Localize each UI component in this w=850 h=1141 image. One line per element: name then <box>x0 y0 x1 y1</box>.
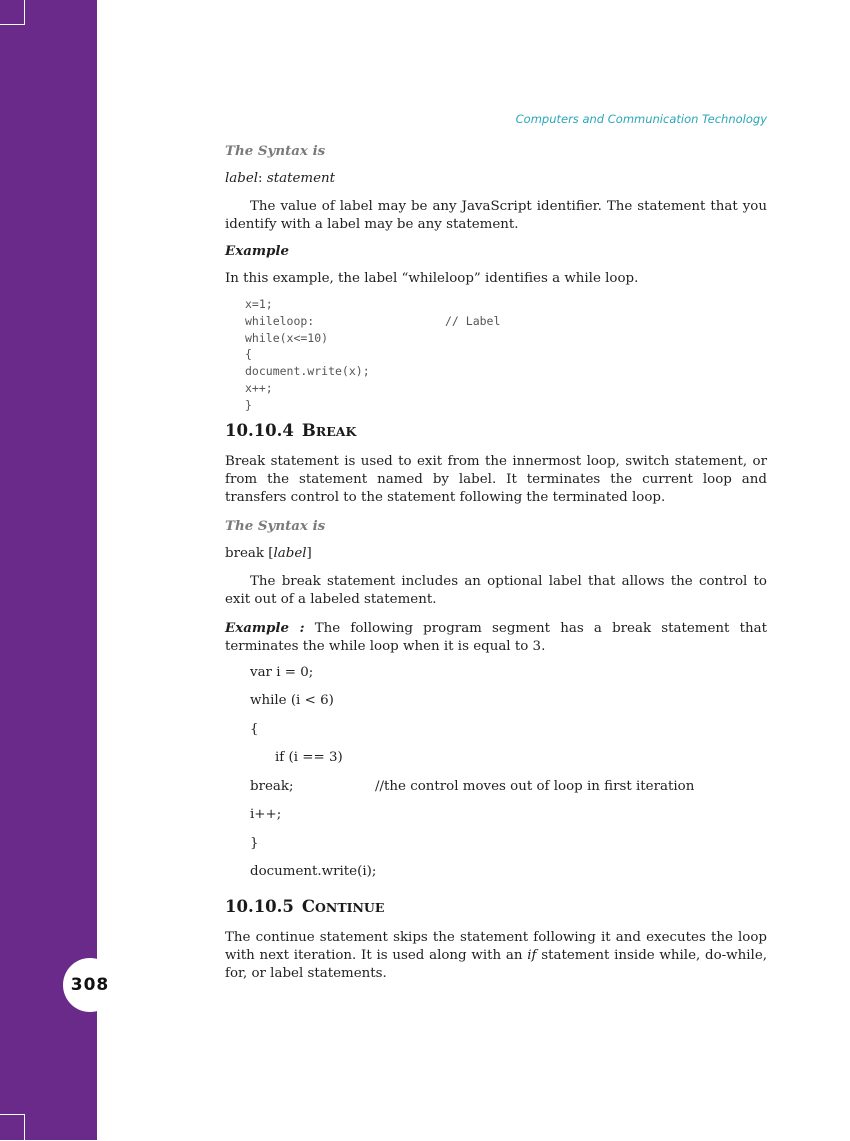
syntax-suffix: ] <box>306 545 312 561</box>
example-label: Example : <box>225 619 305 636</box>
code-line: i++; <box>250 807 282 823</box>
syntax-heading: The Syntax is <box>225 143 326 159</box>
syntax-prefix: break [ <box>225 545 274 561</box>
example-heading: Example <box>225 243 290 259</box>
code-line: { <box>245 347 252 362</box>
code-line: document.write(i); <box>250 864 377 880</box>
section-heading-continue <box>225 898 767 917</box>
page-content <box>225 142 767 983</box>
code-line: while(x<=10) <box>245 330 329 345</box>
code-line: { <box>250 721 259 737</box>
code-line-label <box>245 313 767 330</box>
page-number: 308 <box>63 958 117 1012</box>
section-number: 10.10.5 <box>225 896 294 916</box>
code-line-break <box>250 778 767 807</box>
paragraph: The break statement includes an optional label that allows the control to exit out of a labeled statement. <box>225 573 767 607</box>
section-name <box>302 897 384 916</box>
section-name-rest: ONTINUE <box>315 899 385 915</box>
section-heading-break <box>225 422 767 441</box>
paragraph: The value of label may be any JavaScript identifier. The statement that you identify with a label may be any statement. <box>225 199 767 232</box>
crop-mark-top <box>0 0 25 25</box>
section-name-initial: B <box>301 420 316 440</box>
code-block <box>225 296 767 414</box>
code-block <box>225 664 767 892</box>
syntax-colon: : <box>258 171 267 186</box>
paragraph: Break statement is used to exit from the innermost loop, switch statement, or from the statement named by label. It terminates the current loop and transfers control to the statement following the terminated loop. <box>225 453 767 505</box>
syntax-line <box>225 545 767 563</box>
code-line: var i = 0; <box>250 664 314 680</box>
example-intro: In this example, the label “whileloop” identifies a while loop. <box>225 271 639 286</box>
code-text: whileloop: <box>245 313 315 328</box>
continue-text-a: The continue statement skips the statement following it and executes the loop with next iteration. It is used along with an <box>225 929 767 963</box>
running-header: Computers and Communication Technology <box>515 112 767 126</box>
paragraph <box>225 929 767 983</box>
syntax-label: label <box>225 171 259 186</box>
section-name <box>302 421 356 440</box>
code-comment: // Label <box>445 313 501 328</box>
syntax-label: label <box>273 545 307 561</box>
syntax-statement: statement <box>266 171 335 186</box>
code-comment: //the control moves out of loop in first iteration <box>375 778 695 794</box>
code-line: if (i == 3) <box>275 750 343 766</box>
syntax-heading: The Syntax is <box>225 517 326 534</box>
code-line: while (i < 6) <box>250 693 334 709</box>
example-text: The following program segment has a break statement that terminates the while loop when it is equal to 3. <box>225 620 767 654</box>
code-line: x=1; <box>245 297 273 311</box>
example-paragraph <box>225 619 767 656</box>
code-line: document.write(x); <box>245 364 370 379</box>
crop-mark-bottom <box>0 1114 25 1141</box>
section-name-initial: C <box>301 896 316 916</box>
continue-text-if: if <box>527 947 537 963</box>
code-line: x++; <box>245 380 273 395</box>
code-line: } <box>250 835 259 851</box>
section-number: 10.10.4 <box>225 420 294 440</box>
section-name-rest: REAK <box>315 423 357 439</box>
syntax-line <box>225 170 767 188</box>
code-line: } <box>245 397 252 412</box>
code-text: break; <box>250 778 294 794</box>
continue-text-b: statement inside while, do-while, for, or label statements. <box>225 947 767 981</box>
